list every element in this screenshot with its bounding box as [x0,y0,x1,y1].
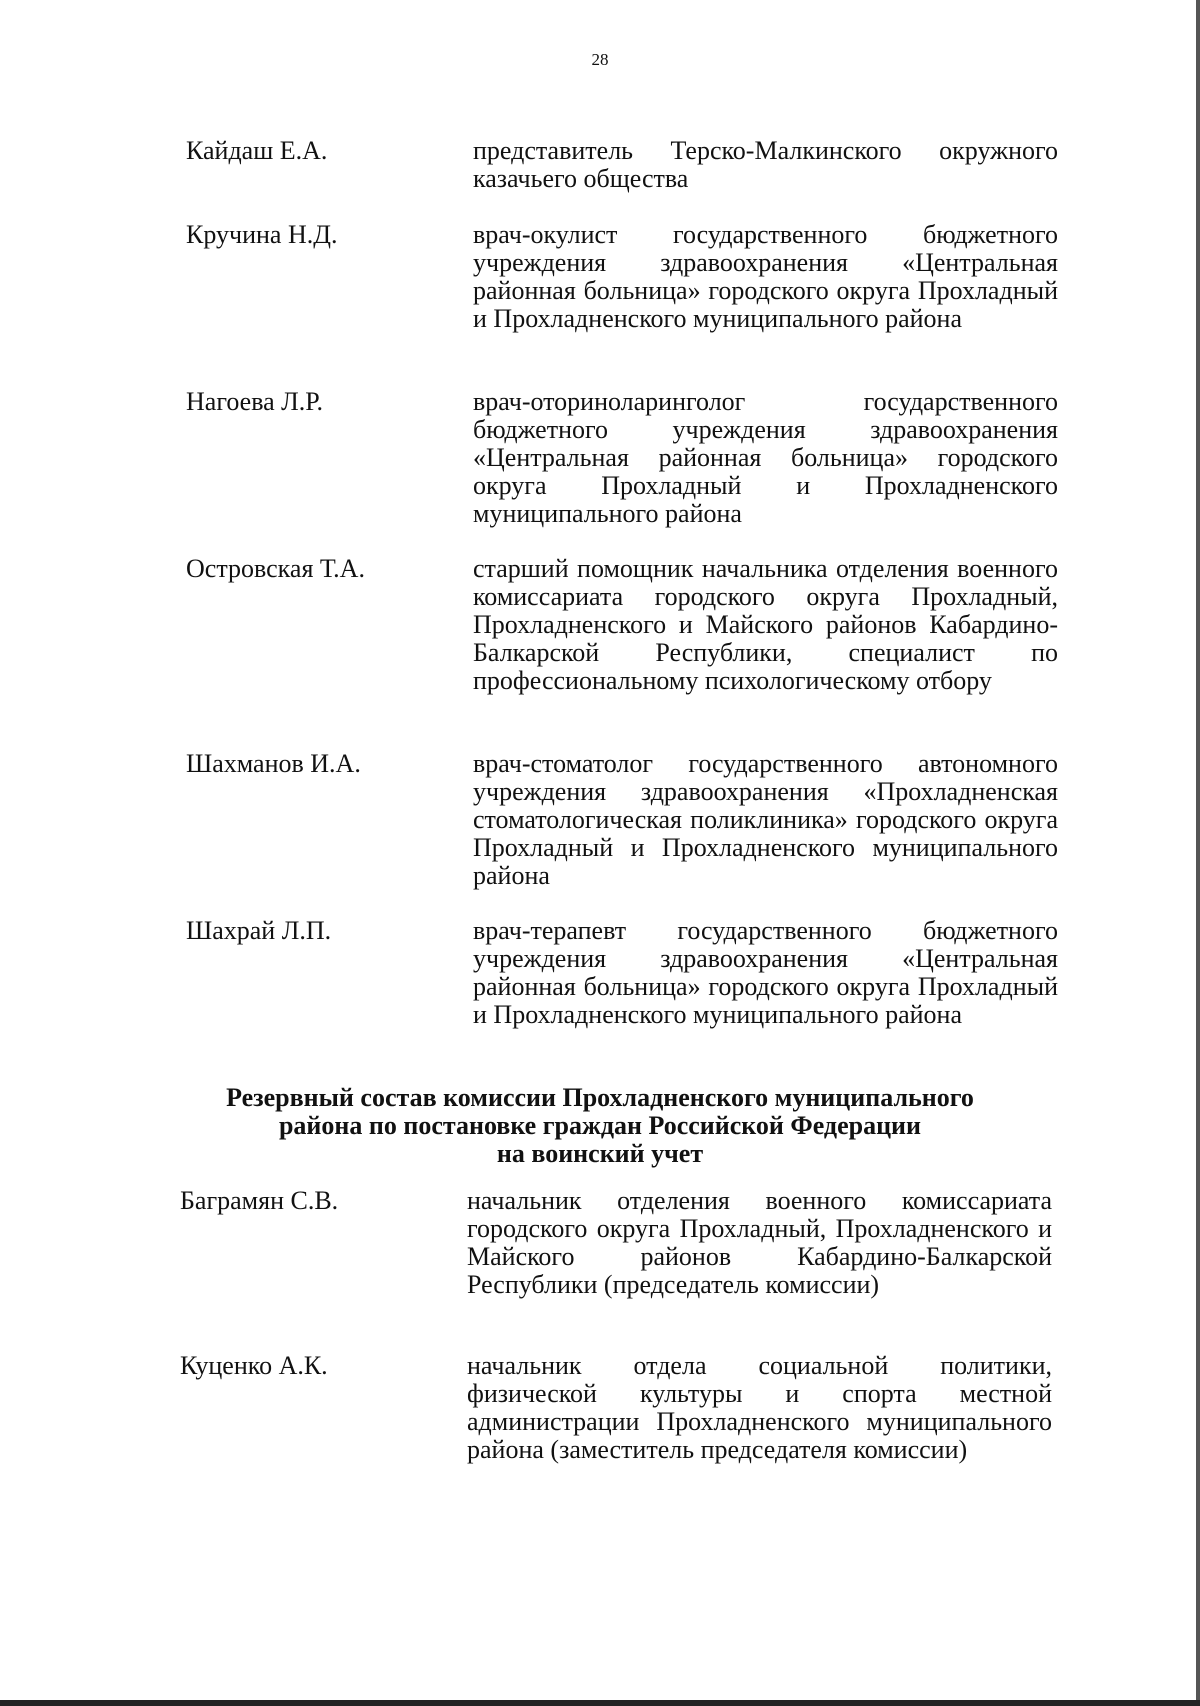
member-name: Куценко А.К. [180,1351,328,1380]
reserve-heading-line: Резервный состав комиссии Прохладненского муниципального [226,1083,974,1112]
member-description: врач-стоматолог государственного автономного учреждения здравоохранения «Прохладненская стоматологическая поликлиника» городского округа Прохладный и Прохладненского муниципального района [473,749,1058,890]
scan-edge-line [1196,0,1200,1706]
member-description: старший помощник начальника отделения военного комиссариата городского округа Прохладный, Прохладненского и Майского районов Кабардино-Балкарской Республики, специалист по профессиональному психологическому отбору [473,554,1058,695]
member-description: врач-терапевт государственного бюджетного учреждения здравоохранения «Центральная районная больница» городского округа Прохладный и Прохладненского муниципального района [473,916,1058,1029]
member-name: Нагоева Л.Р. [186,387,324,416]
member-description: врач-окулист государственного бюджетного учреждения здравоохранения «Центральная районная больница» городского округа Прохладный и Прохладненского муниципального района [473,220,1058,333]
member-description: врач-оториноларинголог государственного бюджетного учреждения здравоохранения «Центральная районная больница» городского округа Прохладный и Прохладненского муниципального района [473,387,1058,528]
member-description: представитель Терско-Малкинского окружного казачьего общества [473,136,1058,193]
reserve-heading-line: на воинский учет [496,1139,704,1168]
member-name: Островская Т.А. [186,554,365,583]
member-description: начальник отдела социальной политики, физической культуры и спорта местной администрации Прохладненского муниципального района (заместитель председателя комиссии) [467,1351,1052,1464]
reserve-heading-line: района по постановке граждан Российской Федерации [278,1111,922,1140]
member-name: Баграмян С.В. [180,1186,339,1215]
member-name: Шахманов И.А. [186,749,361,778]
member-description: начальник отделения военного комиссариата городского округа Прохладный, Прохладненского и Майского районов Кабардино-Балкарской Республики (председатель комиссии) [467,1186,1052,1299]
page-number: 28 [591,50,609,69]
reserve-section-heading [150,1084,1050,1168]
member-name: Кайдаш Е.А. [186,136,328,165]
scan-bottom-edge [0,1700,1200,1706]
member-name: Шахрай Л.П. [186,916,332,945]
member-name: Кручина Н.Д. [186,220,338,249]
